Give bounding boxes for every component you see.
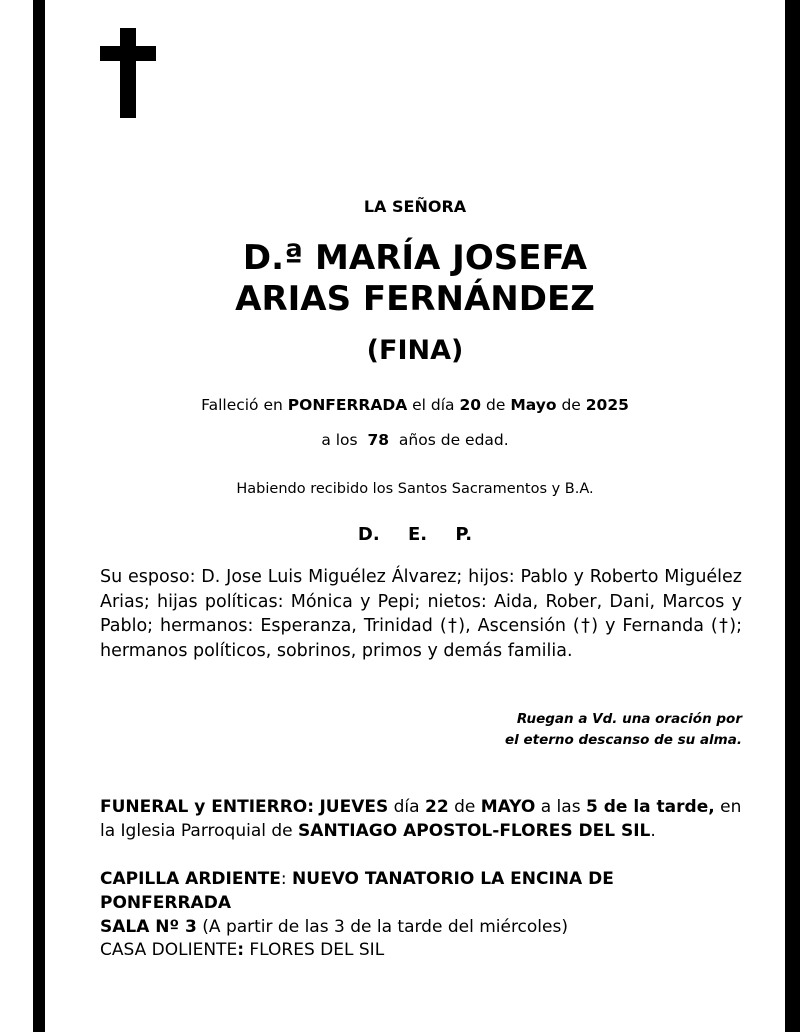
nickname: (FINA) <box>366 335 464 366</box>
rip-line: D. E. P. <box>357 524 473 545</box>
right-border <box>785 0 800 1032</box>
funeral-info: FUNERAL y ENTIERRO: JUEVES día 22 de MAYO a las 5 de la tarde, en la Iglesia Parroquial de SANTIAGO APOSTOL-FLORES DEL SIL. <box>100 797 742 841</box>
death-year: 2025 <box>585 396 629 414</box>
death-day: 20 <box>459 396 482 414</box>
cross-icon <box>100 28 156 120</box>
heading: LA SEÑORA <box>363 197 467 216</box>
death-line: Falleció en PONFERRADA el día 20 de Mayo de 2025 <box>201 396 629 414</box>
house-info: CASA DOLIENTE: FLORES DEL SIL <box>100 940 385 960</box>
sacraments-line: Habiendo recibido los Santos Sacramentos y B.A. <box>236 481 594 497</box>
name-line-1: D.ª MARÍA JOSEFA <box>242 238 588 278</box>
death-month: Mayo <box>510 396 557 414</box>
church-name: SANTIAGO APOSTOL-FLORES DEL SIL <box>298 821 651 841</box>
prayer-request: Ruegan a Vd. una oración por el eterno descanso de su alma. <box>505 711 742 748</box>
chapel-info: CAPILLA ARDIENTE: NUEVO TANATORIO LA ENCINA DE PONFERRADA SALA Nº 3 (A partir de las 3 de la tarde del miércoles) <box>100 869 614 937</box>
family-text: Su esposo: D. Jose Luis Miguélez Álvarez; hijos: Pablo y Roberto Miguélez Arias; hijas políticas: Mónica y Pepi; nietos: Aida, Rober, Dani, Marcos y Pablo; hermanos: Esperanza, Trinidad (†), Ascensión (†) y Fernanda (†); hermanos políticos, sobrinos, primos y demás familia. <box>100 567 742 661</box>
age-line: a los 78 años de edad. <box>321 431 509 449</box>
name-line-2: ARIAS FERNÁNDEZ <box>235 278 595 319</box>
death-place: PONFERRADA <box>287 396 408 414</box>
age-value: 78 <box>367 431 390 449</box>
deceased-name <box>45 238 785 320</box>
left-border <box>33 0 45 1032</box>
